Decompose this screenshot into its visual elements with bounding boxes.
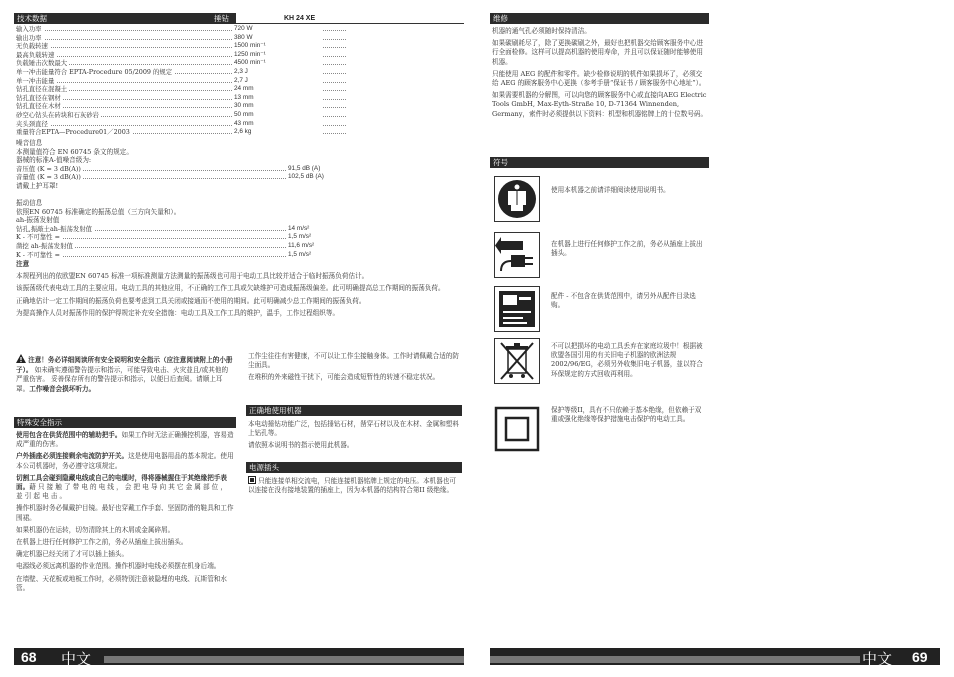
table-row [16,25,346,34]
row-label: 音压值 (K = 3 dB(A)) [16,164,81,173]
symbols-header: 符号 [490,157,709,168]
row-value: 1,5 m/s² [286,233,376,242]
vibration-table [16,225,346,259]
table-row [16,242,346,251]
row-label: 输出功率 [16,33,42,42]
footer-right-greybar [490,656,860,663]
table-row [16,85,346,94]
vibration-section [16,199,346,259]
special-p1-bold: 使用包含在供货范围中的辅助把手。 [16,431,122,439]
table-row [16,128,346,137]
lang-left: 中文 [61,650,92,668]
table-row [16,111,346,120]
table-row [16,251,346,260]
usage-text2: 请依照本说明书的指示使用此机器。 [248,441,354,450]
special-p6: 在机器上进行任何修护工作之前，务必从插座上拔出插头。 [16,538,188,547]
special-p1: 如果工作时无法正确操控机器，容易造成严重的伤害。 [16,431,234,449]
row-value: 14 m/s² [286,225,376,234]
spec-col2: 捶钻 [214,14,229,23]
spec-header-underline [236,23,464,24]
row-value: 11,6 m/s² [286,242,376,251]
footer-left-greybar [104,656,464,663]
lang-right: 中文 [862,650,893,668]
maintenance-p4: 如果需要机器的分解图，可以向您的顾客服务中心或直接向AEG Electric Tools GmbH, Max-Eyth-Straße 10, D-71364 Winnenden, Germany，索件时必须提供以下资料：机型和机器铭牌上的十位数号码。 [492,91,708,118]
symbol-text-1: 使用本机器之前请详细阅读使用说明书。 [551,186,670,194]
row-label: 砂空心钻头在砖块和石灰砂岩 [16,110,100,119]
row-value: 1500 min⁻¹ [232,42,322,51]
row-value: 30 mm [232,102,322,111]
row-value: 24 mm [232,85,322,94]
middle-section [248,352,462,383]
table-row [16,59,346,68]
maintenance-header: 维修 [490,13,709,24]
row-value: 1,5 m/s² [286,251,376,260]
row-label: 夹头颈直径 [16,119,48,128]
row-label: 单一冲击能量 [16,76,55,85]
double-insulation-icon [494,406,540,452]
table-row [16,94,346,103]
row-label: 凿挖 ah-振荡发射值 [16,241,73,250]
maintenance-section [492,27,708,119]
warning-keep-bold: 工作噪音会损坏听力。 [29,384,96,393]
noise-line2: 器械的标准A-值噪音级为: [16,156,92,165]
row-value: 102,5 dB (A) [286,173,376,182]
read-manual-icon [494,176,540,222]
vibration-line2: ah-振荡发射值 [16,216,60,225]
spec-title: 技术数据 [17,14,47,23]
symbol-text-2: 在机器上进行任何修护工作之前，务必从插座上拔出插头。 [551,240,703,258]
row-label: 单一冲击能量符合 EPTA-Procedure 05/2009 的规定 [16,67,173,76]
table-row [16,102,346,111]
table-row [16,34,346,43]
symbol-text-3: 配件 - 不包含在供货范围中，请另外从配件目录选购。 [551,292,696,310]
special-p8: 电源线必须远离机器的作业范围。操作机器时电线必须摆在机身后端。 [16,562,221,571]
middle-p2: 在堆积的外来磁性干扰下，可能会造成短暂性的转速不稳定状况。 [248,373,440,382]
special-p2: 这是使用电器用品的基本规定。使用本公司机器时，务必遵守这项规定。 [16,452,234,470]
warning-block [16,354,234,394]
row-value: 4500 min⁻¹ [232,59,322,68]
noise-table [16,165,346,182]
note-p4: 为提高操作人员对振荡作用的保护得规定补充安全措施：电动工具及工作工具的维护，温手，工作过程组织等。 [16,308,340,317]
usage-section [248,420,462,451]
vibration-title: 振动信息 [16,199,43,207]
unplug-icon [494,232,540,278]
row-value: 91,5 dB (A) [286,165,376,174]
maintenance-p3: 只能使用 AEG 的配件和零件。缺少检修说明的机件如果损坏了，必须交给 AEG 的顾客服务中心更换（参考手册“保证书 / 顾客服务中心地址”）。 [492,69,706,88]
table-row [16,225,346,234]
power-header: 电源插头 [246,462,462,473]
special-p4: 操作机器时务必佩戴护目镜。最好也穿戴工作手套、坚固防滑的鞋具和工作围裙。 [16,504,234,522]
power-text: 只能连接单相交流电，只能连接机器铭牌上规定的电压。本机器也可以连接在没有接地装置的插座上，因为本机器的结构符合第II 级绝缘。 [248,477,456,495]
row-label: 重量符合EPTA—Procedure01／2003 [16,128,130,137]
table-row [16,233,346,242]
noise-section [16,139,346,191]
middle-p1: 工作尘往往有害健康，不可以让工作尘接触身体。工作时请佩戴合适的防尘面具。 [248,352,459,370]
row-value: 2,7 J [232,77,322,86]
warning-body: 如未确实遵循警告提示和指示，可能导致电击、火灾並且/或其他的严重伤害。 [16,366,229,384]
noise-wear: 请戴上护耳罩! [16,181,59,190]
table-row [16,120,346,129]
row-value: 50 mm [232,111,322,120]
row-label: 输入功率 [16,25,42,33]
special-p7: 确定机器已经关闭了才可以插上插头。 [16,550,129,559]
noise-line1: 本测量值符合 EN 60745 条文的规定。 [16,147,133,156]
table-row [16,77,346,86]
row-value: 720 W [232,25,322,34]
row-label: K - 不可靠性 = [16,233,60,242]
symbol-text-5: 保护等级II，具有不只依赖于基本绝缘，但依赖于双重或强化绝缘等保护措施电击保护的电动工具。 [551,406,702,424]
row-value: 13 mm [232,94,322,103]
row-value: 2,6 kg [232,128,322,137]
usage-text: 本电动捶钻功能广泛，包括捶钻石材，凿穿石材以及在木材、金属和塑料上钻孔等。 [248,420,459,438]
table-row [16,42,346,51]
row-label: 钻孔直径在混凝土 [16,85,68,94]
special-p9: 在墙壁、天花板或地板工作时，必须特别注意被隐埋的电线、瓦斯管和水管。 [16,574,227,592]
row-label: 音量值 (K = 3 dB(A)) [16,173,81,182]
note-p3: 正确地估计一定工作期间的振荡负荷也要考虑到工具关闭或接通而不使用的期间。此可明确减少总工作期间的振荡负荷。 [16,296,366,305]
row-value: 2,3 J [232,68,322,77]
ac-plug-icon [248,476,256,484]
warning-keep: 妥善保存所有的警告提示和指示，以便日后查阅。请顺上耳罩。 [16,375,223,393]
vibration-line1: 依照EN 60745 标准确定的振荡总值（三方向矢量和）。 [16,207,181,216]
table-row [16,173,346,182]
row-value: 1250 min⁻¹ [232,51,322,60]
special-p5: 如果机器仍在运转，切勿清除其上的木屑或金属碎屑。 [16,525,175,534]
spec-header [14,13,236,24]
row-label: K - 不可靠性 = [16,250,60,259]
row-label: 钻孔直径在钢材 [16,93,61,102]
maintenance-p2: 如果碳刷耗尽了，除了更换碳刷之外，最好也把机器交给顾客服务中心进行全面检修。这样可以提高机器的使用寿命，并且可以保证随时能够使用机器。 [492,39,703,66]
table-row [16,68,346,77]
special-section [16,431,234,593]
maintenance-p1: 机器的通气孔必须随时保持清洁。 [492,27,591,35]
page-number-right: 69 [912,649,928,665]
note-p1: 本规程列出的依欧盟EN 60745 标准一项标准测量方法测量的振荡级也可用于电动工具比较并适合于临时振荡负荷估计。 [16,272,369,281]
spec-table [16,25,346,137]
usage-header: 正确地使用机器 [246,405,462,416]
noise-title: 噪音信息 [16,139,43,147]
row-label: 无负载转速 [16,42,48,51]
warning-lead: 注意！务必详细阅读所有安全说明和安全指示（应注意阅读附上的小册子）。 [16,356,233,375]
page-number-left: 68 [21,649,37,665]
warning-triangle-icon [16,354,26,366]
spec-model: KH 24 XE [284,15,316,22]
row-label: 负载锤击次数最大 [16,59,68,68]
special-p2-bold: 户外插座必须连接剩余电流防护开关。 [16,452,129,461]
power-section [248,476,462,495]
accessories-icon [494,286,540,332]
row-value: 43 mm [232,120,322,129]
note-section [16,260,462,318]
special-header: 特殊安全指示 [14,417,236,428]
weee-bin-icon [494,338,540,384]
symbol-text-4: 不可以把损坏的电动工具丢弃在家庭垃圾中！根据被欧盟各国引用的有关旧电子机器的欧洲法规2002/96/EG，必须另外收集旧电子机器，並以符合环保规定的方式回收再利用。 [551,342,703,378]
row-label: 最高负载转速 [16,50,55,59]
note-p2: 该振荡级代表电动工具的主要应用。电动工具的其他应用，不正确的工作工具或欠缺维护可造成振荡级偏差。此可明确提高总工作期间的振荡负荷。 [16,284,445,293]
row-label: 钻孔直径在木材 [16,102,61,111]
special-p3: 藉 只 接 触 了 带 电 的 电 线 ， 会 把 电 导 向 其 它 金 属 部 位 ， 並 引 起 电 击 。 [16,483,227,501]
row-value: 380 W [232,34,322,43]
note-title: 注意 [16,261,30,268]
special-p3-bold: 切割工具会碰到隐藏电线或自己的电缆时，得将器械握住于其绝缘把手表面。 [16,473,227,492]
row-label: 钻孔,振敲土ah-振荡发射值 [16,224,93,233]
